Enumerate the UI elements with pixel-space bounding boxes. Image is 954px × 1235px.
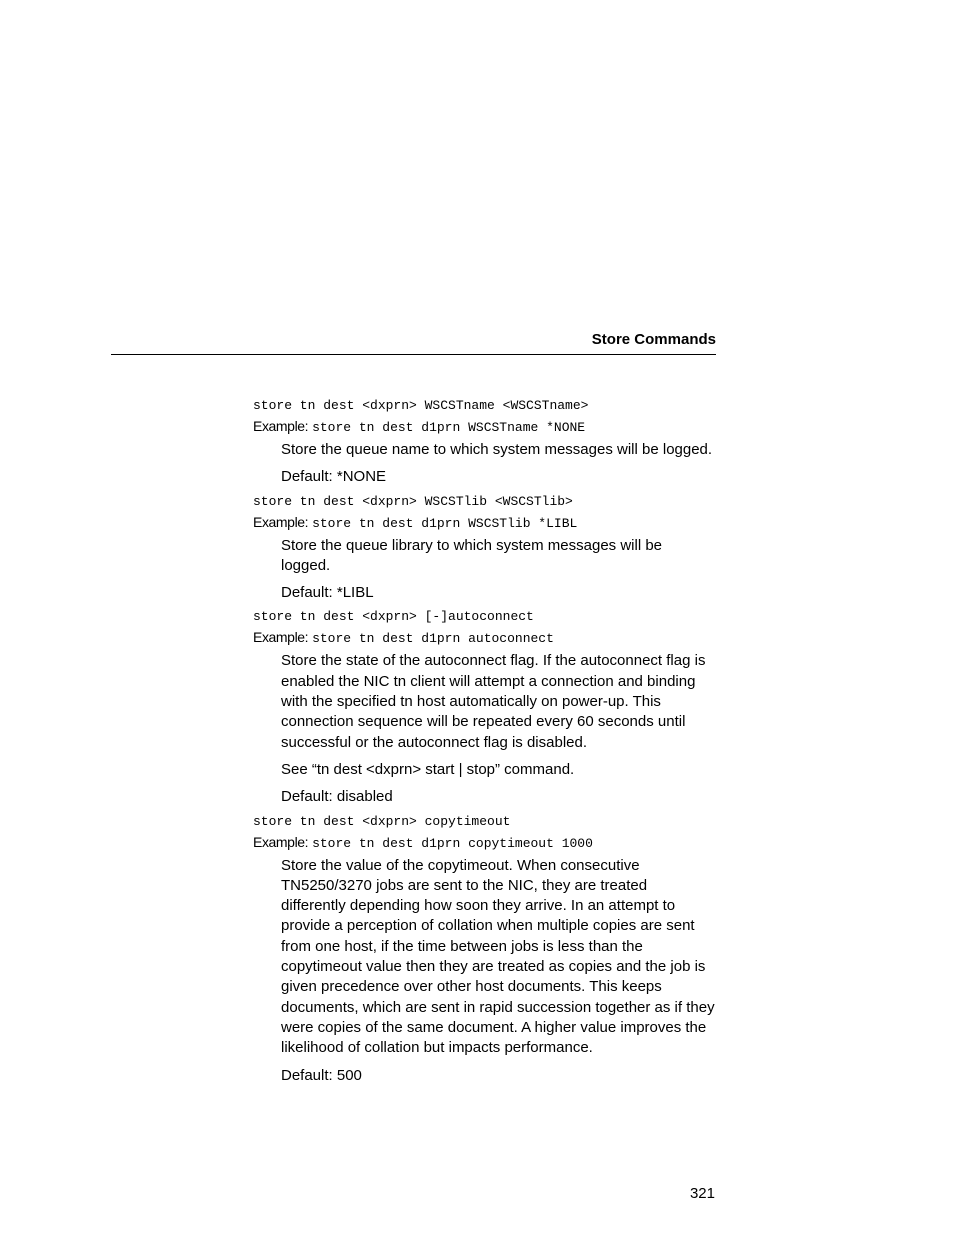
command-syntax: store tn dest <dxprn> copytimeout	[253, 813, 511, 829]
command-syntax: store tn dest <dxprn> [-]autoconnect	[253, 609, 534, 625]
cross-reference: See “tn dest <dxprn> start | stop” command.	[281, 760, 575, 778]
running-header-title: Store Commands	[591, 331, 716, 348]
default-value: Default: disabled	[281, 788, 393, 806]
example-label: Example:	[253, 513, 309, 530]
example-label: Example:	[253, 629, 309, 646]
description: Store the queue library to which system messages will be logged.	[281, 536, 663, 574]
example-label: Example:	[253, 418, 309, 434]
command-syntax: store tn dest <dxprn> WSCSTlib <WSCSTlib>	[253, 493, 573, 509]
example-code: store tn dest d1prn copytimeout 1000	[312, 835, 593, 851]
description: Store the state of the autoconnect flag. If the autoconnect flag is enabled the NIC tn client will attempt a connection and binding with the specified tn host automatically on power-up. This connection sequence will be repeated every 60 seconds until successful or the autoconnect flag is disabled.	[281, 652, 706, 751]
header-rule	[111, 354, 716, 355]
description: Store the queue name to which system messages will be logged.	[281, 441, 713, 458]
command-entry-autoconnect	[253, 607, 715, 807]
example-line	[253, 512, 715, 534]
example-line	[253, 832, 715, 854]
example-code: store tn dest d1prn autoconnect	[312, 631, 554, 647]
default-value: Default: 500	[281, 1066, 362, 1084]
command-list	[253, 396, 715, 1086]
command-entry-wscstname	[253, 396, 715, 488]
command-entry-copytimeout	[253, 812, 715, 1086]
example-code: store tn dest d1prn WSCSTname *NONE	[312, 420, 586, 435]
example-label: Example:	[253, 833, 309, 850]
description: Store the value of the copytimeout. When consecutive TN5250/3270 jobs are sent to the NIC, they are treated differently depending how soon they arrive. In an attempt to provide a perception of collation when multiple copies are sent from one host, if the time between jobs is less than the copytimeout value then they are treated as copies and the job is given precedence over other host documents. This keeps documents, which are sent in rapid succession together as if they were copies of the same document. A higher value improves the likelihood of collation but impacts performance.	[281, 856, 715, 1057]
example-code: store tn dest d1prn WSCSTlib *LIBL	[312, 515, 578, 531]
example-line	[253, 416, 715, 438]
page-number: 321	[689, 1185, 715, 1202]
default-value: Default: *LIBL	[281, 584, 374, 602]
command-syntax: store tn dest <dxprn> WSCSTname <WSCSTname>	[253, 398, 589, 413]
command-entry-wscstlib	[253, 492, 715, 604]
example-line	[253, 627, 715, 649]
default-value: Default: *NONE	[281, 468, 387, 486]
